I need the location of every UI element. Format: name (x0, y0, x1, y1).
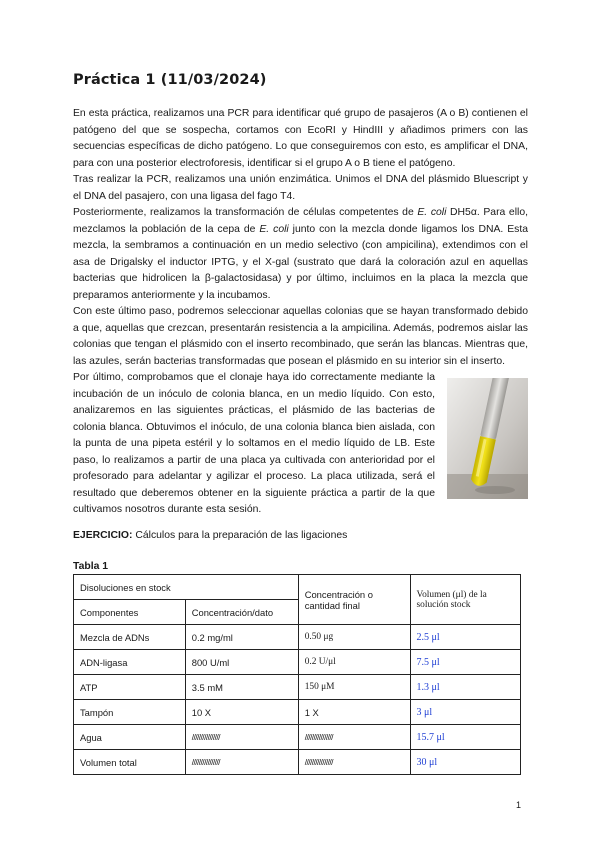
cell-concentration: 800 U/ml (185, 650, 298, 675)
body-text (73, 106, 528, 370)
table-caption: Tabla 1 (73, 561, 109, 572)
transformation-text-3: junto con la mezcla donde ligamos los DNA. Esta mezcla, la sembramos a continuación en un medio selectivo (con ampicilina), extendimos con el asa de Drigalsky el inductor IPTG, y el X-gal (sustrato que dará la coloración azul en aquellas bacterias que hidrolicen la β-galactosidasa) y por último, incluimos en la placa la mezcla que preparamos anteriormente y la incubamos. (73, 223, 528, 301)
cell-volume: 30 μl (410, 750, 520, 775)
table-row (74, 750, 521, 775)
cell-component: ADN-ligasa (74, 650, 186, 675)
transformation-text-1: Posteriormente, realizamos la transformación de células competentes de (73, 207, 418, 218)
cell-final: //////////////// (298, 725, 410, 750)
test-tube-photo (447, 378, 528, 499)
cell-concentration: 3.5 mM (185, 675, 298, 700)
cell-concentration: 10 X (185, 700, 298, 725)
table-row (74, 675, 521, 700)
paragraph-transformation (73, 205, 528, 304)
cell-final: 0.2 U/μl (298, 650, 410, 675)
exercise-heading (73, 530, 347, 541)
cell-concentration: //////////////// (185, 725, 298, 750)
cell-final: //////////////// (298, 750, 410, 775)
table-header-row (74, 575, 521, 600)
paragraph-cloning-check: Por último, comprobamos que el clonaje haya ido correctamente mediante la incubación de un inóculo de colonia blanca, en un medio líquido. Con esto, analizaremos en las siguientes prácticas, el plásmido de las bacterias de colonia blanca. Obtuvimos el inóculo, de una colonia blanca bien aislada, con la punta de una pipeta estéril y lo soltamos en el medio líquido de LB. Este paso, lo realizamos a partir de una placa ya cultivada con anterioridad por el profesorado para adelantar y agilizar el proceso. La placa utilizada, será el resultado que deberemos obtener en la siguiente práctica a partir de la que cultivamos nosotros durante esta sesión. (73, 372, 435, 515)
cell-volume: 2.5 μl (410, 625, 520, 650)
cell-volume: 7.5 μl (410, 650, 520, 675)
table-row (74, 625, 521, 650)
transformation-text-2: DH5α. Para ello, mezclamos la población de la cepa de (73, 207, 528, 235)
table-row (74, 650, 521, 675)
ecoli-italic-2: E. coli (259, 223, 289, 235)
paragraph-ligation: Tras realizar la PCR, realizamos una unión enzimática. Unimos el DNA del plásmido Bluescript y el DNA del pasajero, con una ligasa del fago T4. (73, 174, 528, 202)
page-title: Práctica 1 (11/03/2024) (73, 72, 267, 88)
cell-component: Tampón (74, 700, 186, 725)
cell-final: 0.50 μg (298, 625, 410, 650)
paragraph-selection: Con este último paso, podremos seleccionar aquellas colonias que se hayan transformado debido a que, aquellas que crezcan, presentarán resistencia a la ampicilina. Además, podremos aislar las colonias que tengan el plásmido con el inserto recombinado, que serán las blancas. Mientras que, las azules, serán bacterias transformadas que posean el plásmido en su interior sin el inserto. (73, 306, 528, 367)
cell-component: ATP (74, 675, 186, 700)
subheader-components: Componentes (74, 600, 186, 625)
paragraph-pcr: En esta práctica, realizamos una PCR para identificar qué grupo de pasajeros (A o B) contienen el patógeno del que se sospecha, cortamos con EcoRI y HindIII y añadimos primers con las secuencias específicas de dicho patógeno. Lo que conseguiremos con esto, es amplificar el DNA, para con una posterior electroforesis, identificar si el grupo A o B tiene el patógeno. (73, 108, 528, 169)
cell-component: Mezcla de ADNs (74, 625, 186, 650)
cell-final: 150 μM (298, 675, 410, 700)
cell-concentration: 0.2 mg/ml (185, 625, 298, 650)
ecoli-italic-1: E. coli (417, 207, 447, 218)
page-number: 1 (516, 800, 522, 810)
exercise-label: EJERCICIO: (73, 530, 133, 541)
header-volume: Volumen (μl) de la solución stock (410, 575, 520, 625)
header-stock: Disoluciones en stock (74, 575, 299, 600)
ligation-table (73, 574, 521, 775)
subheader-concentration: Concentración/dato (185, 600, 298, 625)
table-row (74, 700, 521, 725)
exercise-text: Cálculos para la preparación de las ligaciones (132, 530, 348, 541)
table-row (74, 725, 521, 750)
cell-component: Volumen total (74, 750, 186, 775)
cell-concentration: //////////////// (185, 750, 298, 775)
cell-component: Agua (74, 725, 186, 750)
cell-volume: 3 μl (410, 700, 520, 725)
cell-final: 1 X (298, 700, 410, 725)
header-final-concentration: Concentración o cantidad final (298, 575, 410, 625)
cell-volume: 15.7 μl (410, 725, 520, 750)
cell-volume: 1.3 μl (410, 675, 520, 700)
